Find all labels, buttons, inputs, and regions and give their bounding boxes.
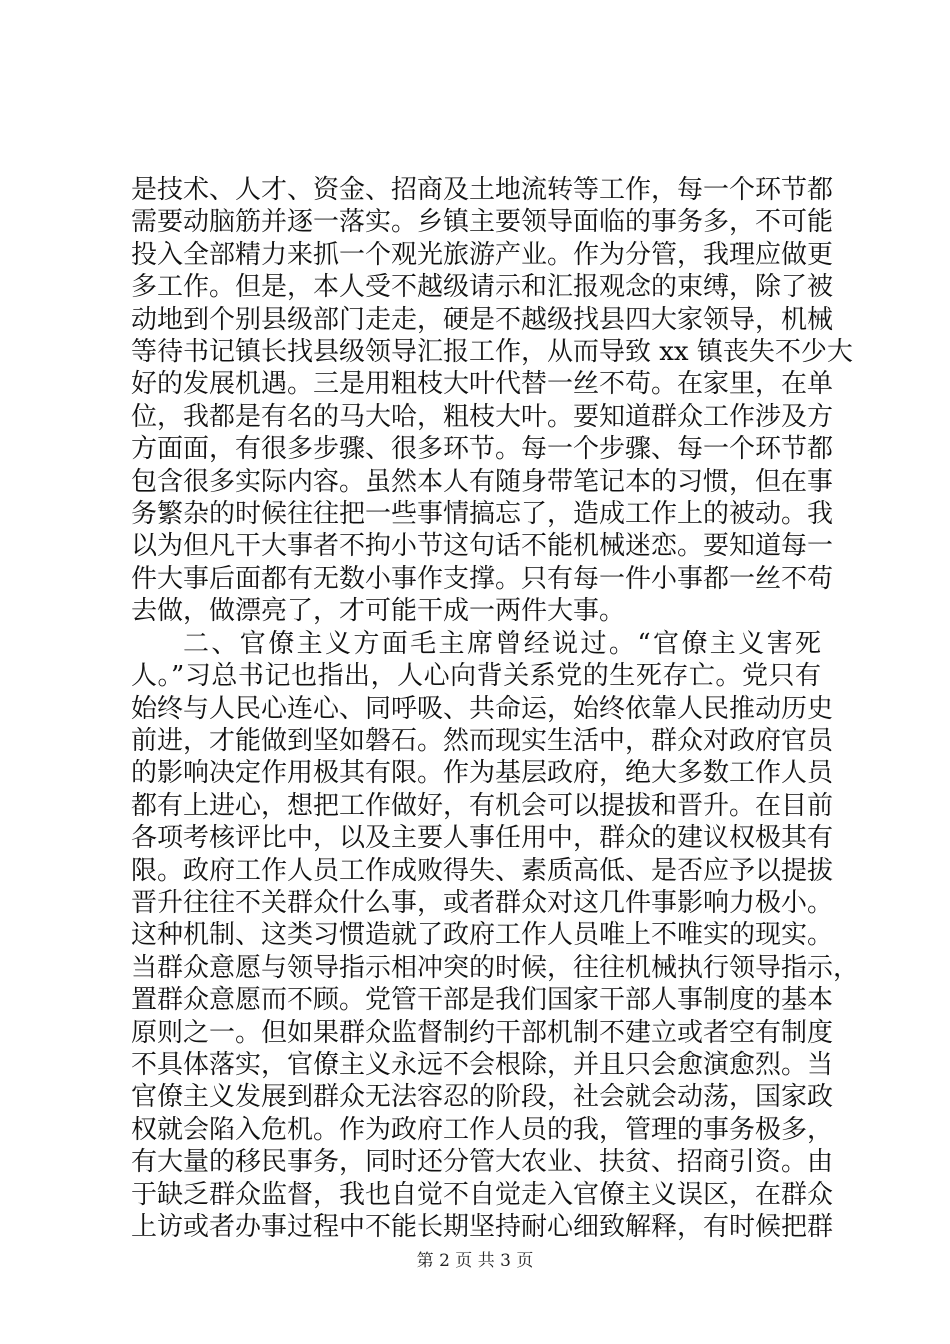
text-line: 始终与人民心连心、同呼吸、共命运，始终依靠人民推动历史 xyxy=(131,693,834,724)
page-footer: 第 2 页 共 3 页 xyxy=(416,1251,534,1271)
text-line: 当群众意愿与领导指示相冲突的时候，往往机械执行领导指示， xyxy=(131,952,860,983)
text-line: 原则之一。但如果群众监督制约干部机制不建立或者空有制度 xyxy=(131,1017,834,1048)
text-line: 务繁杂的时候往往把一些事情搞忘了，造成工作上的被动。我 xyxy=(131,499,834,530)
text-line: 去做，做漂亮了，才可能干成一两件大事。 xyxy=(131,596,626,627)
text-line: 都有上进心，想把工作做好，有机会可以提拔和晋升。在目前 xyxy=(131,790,834,821)
text-line: 晋升往往不关群众什么事，或者群众对这几件事影响力极小。 xyxy=(131,887,834,918)
text-line: 各项考核评比中，以及主要人事任用中，群众的建议权极其有 xyxy=(131,823,834,854)
body-text xyxy=(131,174,860,1243)
text-line: 前进，才能做到坚如磐石。然而现实生活中，群众对政府官员 xyxy=(131,725,834,756)
text-line: 动地到个别县级部门走走，硬是不越级找县四大家领导，机械 xyxy=(131,304,834,335)
text-line: 不具体落实，官僚主义永远不会根除，并且只会愈演愈烈。当 xyxy=(131,1049,834,1080)
text-line: 件大事后面都有无数小事作支撑。只有每一件小事都一丝不苟 xyxy=(131,563,834,594)
text-line: 包含很多实际内容。虽然本人有随身带笔记本的习惯，但在事 xyxy=(131,466,834,497)
text-line: 方面面，有很多步骤、很多环节。每一个步骤、每一个环节都 xyxy=(131,434,834,465)
text-line: 位，我都是有名的马大哈，粗枝大叶。要知道群众工作涉及方 xyxy=(131,401,834,432)
text-line: 于缺乏群众监督，我也自觉不自觉走入官僚主义误区，在群众 xyxy=(131,1179,834,1210)
text-line: 需要动脑筋并逐一落实。乡镇主要领导面临的事务多，不可能 xyxy=(131,207,834,238)
text-line: 有大量的移民事务，同时还分管大农业、扶贫、招商引资。由 xyxy=(131,1147,834,1178)
text-line: 等待书记镇长找县级领导汇报工作，从而导致 xx 镇丧失不少大 xyxy=(131,337,853,368)
text-line: 上访或者办事过程中不能长期坚持耐心细致解释，有时候把群 xyxy=(131,1212,834,1242)
text-line: 置群众意愿而不顾。党管干部是我们国家干部人事制度的基本 xyxy=(131,985,834,1016)
text-line: 人。”习总书记也指出，人心向背关系党的生死存亡。党只有 xyxy=(131,661,821,692)
text-line: 是技术、人才、资金、招商及土地流转等工作，每一个环节都 xyxy=(131,175,834,205)
text-line: 这种机制、这类习惯造就了政府工作人员唯上不唯实的现实。 xyxy=(131,920,834,951)
text-line: 多工作。但是，本人受不越级请示和汇报观念的束缚，除了被 xyxy=(131,272,834,303)
text-line: 好的发展机遇。三是用粗枝大叶代替一丝不苟。在家里，在单 xyxy=(131,369,834,400)
text-line: 官僚主义发展到群众无法容忍的阶段，社会就会动荡，国家政 xyxy=(131,1082,834,1113)
text-line: 投入全部精力来抓一个观光旅游产业。作为分管，我理应做更 xyxy=(131,239,834,270)
text-line: 二、官僚主义方面毛主席曾经说过。“官僚主义害死 xyxy=(183,628,821,659)
text-line: 权就会陷入危机。作为政府工作人员的我，管理的事务极多， xyxy=(131,1114,834,1145)
text-line: 的影响决定作用极其有限。作为基层政府，绝大多数工作人员 xyxy=(131,758,834,789)
text-line: 限。政府工作人员工作成败得失、素质高低、是否应予以提拔 xyxy=(131,855,834,886)
text-line: 以为但凡干大事者不拘小节这句话不能机械迷恋。要知道每一 xyxy=(131,531,834,562)
